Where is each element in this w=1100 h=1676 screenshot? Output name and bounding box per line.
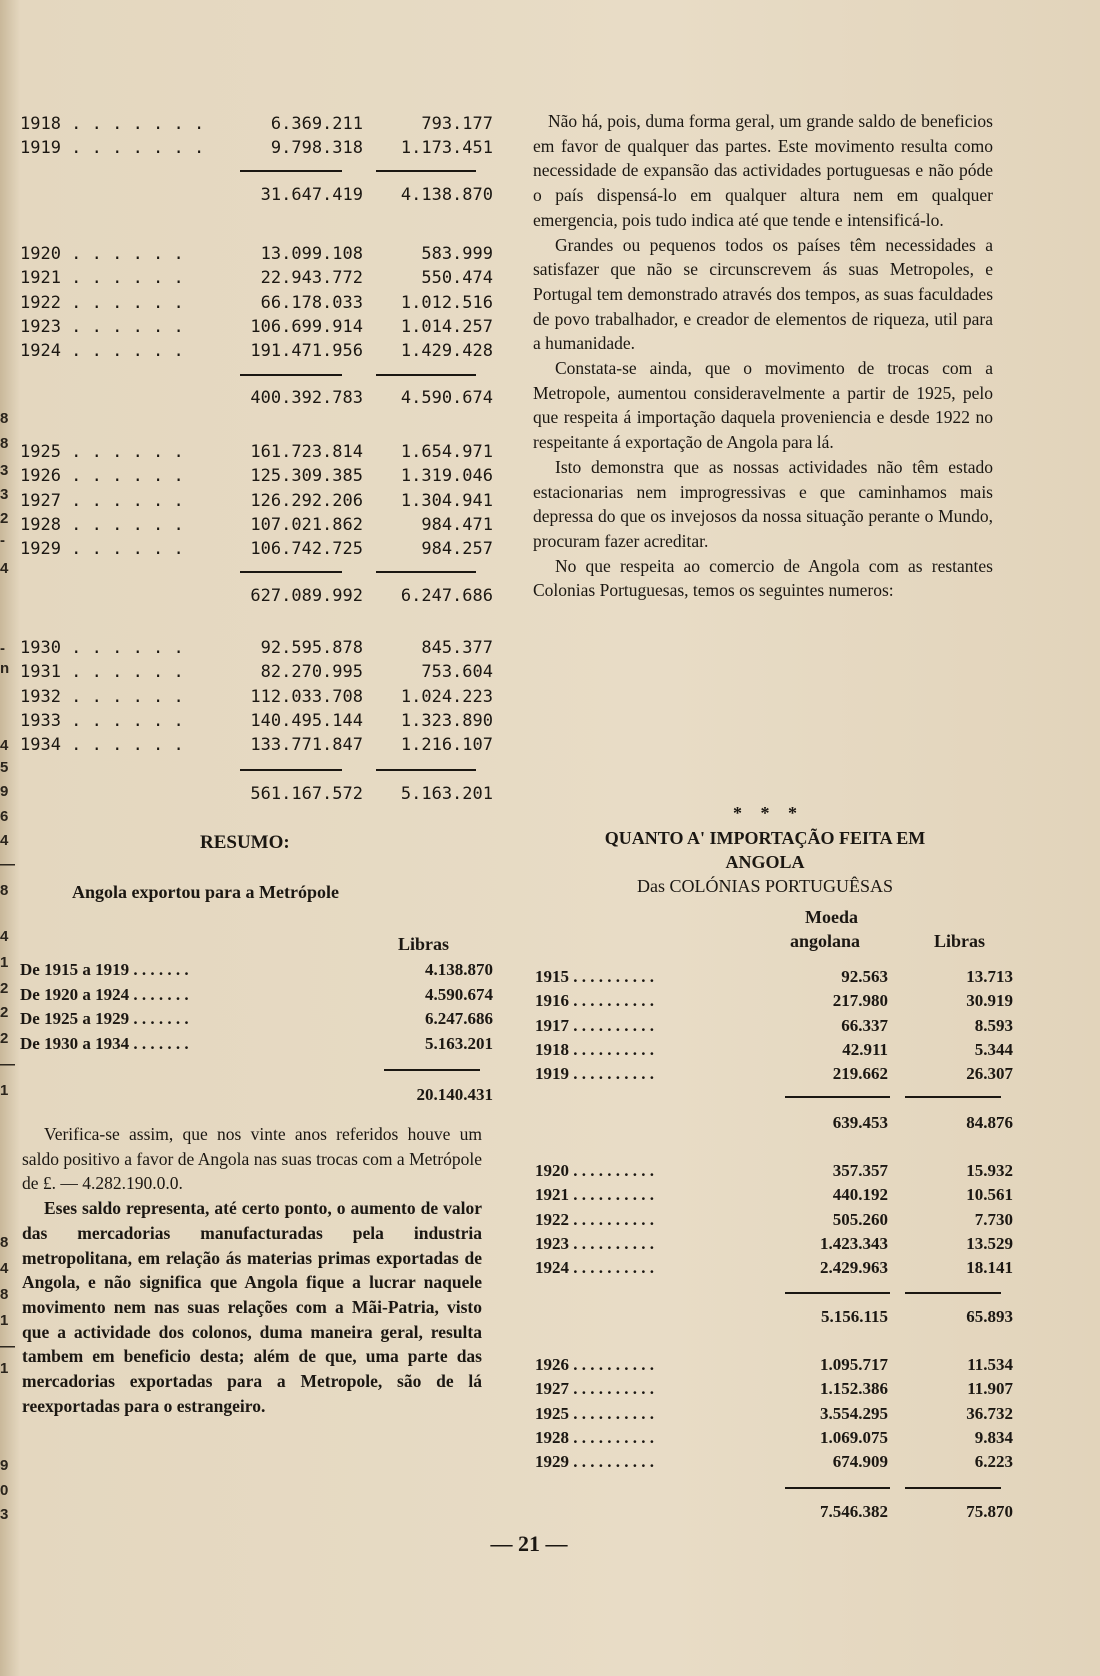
value-cell-2: 18.141: [966, 1258, 1013, 1278]
total-rule: [240, 769, 342, 771]
margin-number: 0: [0, 1482, 9, 1499]
value-cell-1: 5.156.115: [820, 1307, 888, 1326]
margin-number: 4: [0, 928, 9, 945]
row-label: 1922 . . . . . . . . . .: [535, 1209, 654, 1229]
margin-number: 4: [0, 560, 9, 577]
value-cell-1: 674.909: [832, 1452, 888, 1472]
margin-number: —: [0, 1338, 15, 1355]
value-cell-2: 13.713: [966, 967, 1013, 986]
paragraph-explicacao: Eses saldo representa, até certo ponto, o aumento de valor das mercadorias manufacturadas pela industria metropolitana, em relação ás materias primas exportadas de Angola, e não significa que Angola fique a lucrar naquele movimento nem nas suas relações com a Mãi-Patria, visto que a actividade dos colonos, duma maneira geral, resulta tambem em beneficio desta; além de que, uma parte das mercadorias exportadas para a Metropole, são de lá reexportadas para o estrangeiro.: [22, 1198, 482, 1416]
row-label: 1917 . . . . . . . . . .: [535, 1015, 654, 1035]
row-label: 1932 . . . . . .: [20, 686, 184, 707]
col-angolana-header: angolana: [790, 931, 861, 951]
row-label: 1925 . . . . . .: [20, 442, 184, 462]
row-label: 1926 . . . . . . . . . .: [535, 1355, 654, 1374]
value-cell-1: 92.595.878: [260, 638, 363, 658]
row-label: 1921 . . . . . . . . . .: [535, 1185, 654, 1205]
value-cell-1: 161.723.814: [250, 442, 363, 462]
value-cell-1: 3.554.295: [820, 1403, 888, 1423]
margin-number: n: [0, 660, 10, 677]
row-label: 1934 . . . . . .: [20, 735, 184, 756]
value-cell-2: 20.140.431: [416, 1085, 493, 1104]
value-cell-2: 10.561: [966, 1185, 1013, 1205]
value-cell-1: 1.095.717: [820, 1355, 888, 1374]
margin-number: —: [0, 856, 15, 873]
value-cell-2: 8.593: [974, 1015, 1013, 1035]
row-label: 1928 . . . . . . . . . .: [535, 1427, 654, 1447]
paragraph-saldo: Verifica-se assim, que nos vinte anos referidos houve um saldo positivo a favor de Angola nas suas trocas com a Metrópole de £. — 4.282.190.0.0.: [22, 1124, 482, 1194]
value-cell-1: 440.192: [832, 1185, 888, 1205]
total-rule: [240, 374, 342, 376]
value-cell-2: 984.471: [421, 514, 493, 535]
row-label: De 1915 a 1919 . . . . . . .: [20, 960, 189, 979]
value-cell-2: 6.247.686: [400, 586, 493, 606]
value-cell-1: 112.033.708: [250, 686, 363, 707]
value-cell-2: 11.907: [967, 1379, 1013, 1399]
row-label: 1920 . . . . . . . . . .: [535, 1161, 654, 1180]
value-cell-2: 5.344: [974, 1039, 1013, 1059]
import-title-line3: Das COLÓNIAS PORTUGUÊSAS: [637, 876, 893, 896]
value-cell-1: 400.392.783: [250, 388, 363, 408]
value-cell-2: 1.014.257: [400, 316, 493, 337]
value-cell-2: 845.377: [421, 638, 493, 658]
margin-number: 2: [0, 510, 9, 527]
paragraph-right-3: Constata-se ainda, que o movimento de trocas com a Metropole, aumentou consideravelmente a partir de 1925, pelo que respeita á importação daquela proveniencia e desde 1922 no respeitante á exportação de Angola para lá.: [533, 358, 993, 453]
row-label: 1929 . . . . . .: [20, 539, 184, 560]
total-rule: [376, 769, 476, 771]
row-label: 1916 . . . . . . . . . .: [535, 991, 654, 1011]
value-cell-2: 1.173.451: [400, 138, 493, 159]
margin-number: 4: [0, 1260, 9, 1277]
margin-number: 6: [0, 808, 9, 825]
value-cell-2: 4.590.674: [425, 984, 493, 1004]
value-cell-2: 1.216.107: [400, 735, 493, 756]
value-cell-1: 13.099.108: [260, 244, 363, 264]
value-cell-2: 5.163.201: [425, 1033, 493, 1053]
margin-number: 1: [0, 1312, 9, 1329]
value-cell-1: 9.798.318: [270, 138, 363, 159]
margin-number: 8: [0, 1286, 9, 1303]
value-cell-1: 217.980: [832, 991, 888, 1011]
row-label: 1919 . . . . . . . . . .: [535, 1064, 654, 1084]
value-cell-2: 15.932: [966, 1161, 1013, 1180]
value-cell-1: 42.911: [842, 1039, 888, 1059]
value-cell-1: 107.021.862: [250, 514, 363, 535]
margin-number: 9: [0, 783, 9, 800]
value-cell-1: 106.742.725: [250, 539, 363, 560]
value-cell-1: 1.423.343: [820, 1233, 888, 1253]
left-paragraphs: [22, 1122, 482, 1418]
row-label: 1924 . . . . . .: [20, 341, 184, 362]
row-label: 1930 . . . . . .: [20, 638, 184, 658]
value-cell-2: 984.257: [421, 539, 493, 560]
value-cell-2: 1.323.890: [400, 710, 493, 731]
value-cell-1: 505.260: [832, 1209, 888, 1229]
value-cell-1: 6.369.211: [270, 114, 363, 134]
adjacent-page-margin-numbers: [0, 0, 18, 1676]
import-title-line1: QUANTO A' IMPORTAÇÃO FEITA EM: [604, 828, 926, 848]
margin-number: -: [0, 532, 5, 549]
right-paragraphs: [533, 109, 993, 603]
margin-number: 8: [0, 882, 9, 899]
row-label: 1931 . . . . . .: [20, 662, 184, 683]
row-label: De 1920 a 1924 . . . . . . .: [20, 984, 189, 1004]
total-rule: [785, 1487, 890, 1489]
value-cell-1: 627.089.992: [250, 586, 363, 606]
value-cell-2: 11.534: [967, 1355, 1013, 1374]
total-rule: [905, 1487, 1001, 1489]
value-cell-2: 75.870: [966, 1502, 1013, 1521]
row-label: 1923 . . . . . .: [20, 316, 184, 337]
value-cell-2: 753.604: [421, 662, 493, 683]
row-label: 1933 . . . . . .: [20, 710, 184, 731]
margin-number: 3: [0, 462, 9, 479]
total-rule: [905, 1292, 1001, 1294]
margin-number: 8: [0, 1234, 9, 1251]
margin-number: 2: [0, 1030, 9, 1047]
paragraph-right-1: Não há, pois, duma forma geral, um grande saldo de beneficios em favor de qualquer das partes. Este movimento resulta como necessidade de expansão das actividades portuguesas e não póde o país dispensá-lo em qualquer altura nem em qualquer emergencia, pois tudo indica até que tende e intensificá-lo.: [533, 111, 993, 230]
total-rule: [240, 571, 342, 573]
value-cell-1: 2.429.963: [820, 1258, 888, 1278]
value-cell-2: 793.177: [421, 114, 493, 134]
col-libras-header: Libras: [934, 931, 986, 951]
margin-number: —: [0, 1056, 15, 1073]
value-cell-1: 133.771.847: [250, 735, 363, 756]
margin-number: 3: [0, 1506, 9, 1523]
resumo-subheading: Angola exportou para a Metrópole: [72, 882, 339, 902]
import-title-line2: ANGOLA: [725, 852, 805, 872]
row-label: 1928 . . . . . .: [20, 514, 184, 535]
margin-number: -: [0, 640, 5, 657]
row-label: 1925 . . . . . . . . . .: [535, 1403, 654, 1423]
margin-number: 1: [0, 954, 9, 971]
value-cell-2: 84.876: [966, 1113, 1013, 1132]
row-label: 1919 . . . . . . .: [20, 138, 205, 159]
row-label: 1927 . . . . . . . . . .: [535, 1379, 654, 1399]
value-cell-1: 31.647.419: [260, 185, 363, 205]
margin-number: 4: [0, 832, 9, 849]
value-cell-2: 550.474: [421, 268, 493, 289]
value-cell-1: 66.178.033: [260, 292, 363, 313]
total-rule: [785, 1096, 890, 1098]
value-cell-1: 1.152.386: [820, 1379, 888, 1399]
value-cell-1: 639.453: [832, 1113, 888, 1132]
page-number: — 21 —: [490, 1531, 568, 1556]
value-cell-2: 36.732: [966, 1403, 1013, 1423]
total-rule: [240, 170, 342, 172]
total-rule: [384, 1069, 480, 1071]
col-moeda-header: Moeda: [805, 907, 858, 927]
row-label: 1929 . . . . . . . . . .: [535, 1452, 654, 1472]
value-cell-2: 1.024.223: [400, 686, 493, 707]
row-label: 1926 . . . . . .: [20, 466, 184, 487]
row-label: De 1930 a 1934 . . . . . . .: [20, 1033, 189, 1053]
value-cell-2: 1.304.941: [400, 490, 493, 511]
margin-number: 1: [0, 1082, 9, 1099]
row-label: 1920 . . . . . .: [20, 244, 184, 264]
total-rule: [376, 374, 476, 376]
margin-number: 1: [0, 1360, 9, 1377]
margin-number: 2: [0, 980, 9, 997]
value-cell-1: 561.167.572: [250, 784, 363, 804]
margin-number: 8: [0, 435, 9, 452]
row-label: 1922 . . . . . .: [20, 292, 184, 313]
value-cell-2: 4.590.674: [400, 388, 493, 408]
value-cell-2: 4.138.870: [400, 185, 493, 205]
paragraph-right-5: No que respeita ao comercio de Angola com as restantes Colonias Portuguesas, temos os seguintes numeros:: [533, 555, 993, 601]
value-cell-2: 1.319.046: [400, 466, 493, 487]
margin-number: 8: [0, 410, 9, 427]
value-cell-2: 6.223: [974, 1452, 1013, 1472]
row-label: De 1925 a 1929 . . . . . . .: [20, 1009, 189, 1028]
value-cell-1: 66.337: [841, 1015, 888, 1035]
value-cell-1: 126.292.206: [250, 490, 363, 511]
value-cell-2: 5.163.201: [400, 784, 493, 804]
row-label: 1924 . . . . . . . . . .: [535, 1258, 654, 1278]
value-cell-2: 4.138.870: [425, 960, 493, 979]
value-cell-2: 6.247.686: [425, 1009, 493, 1028]
value-cell-1: 92.563: [841, 967, 888, 986]
row-label: 1927 . . . . . .: [20, 490, 184, 511]
value-cell-2: 583.999: [421, 244, 493, 264]
total-rule: [376, 170, 476, 172]
total-rule: [905, 1096, 1001, 1098]
section-stars: * * *: [733, 803, 797, 823]
value-cell-1: 219.662: [832, 1064, 888, 1084]
value-cell-1: 125.309.385: [250, 466, 363, 487]
row-label: 1921 . . . . . .: [20, 268, 184, 289]
total-rule: [376, 571, 476, 573]
value-cell-1: 191.471.956: [250, 341, 363, 362]
margin-number: 9: [0, 1457, 9, 1474]
summary-libras-header: Libras: [398, 934, 450, 954]
value-cell-2: 9.834: [974, 1427, 1013, 1447]
value-cell-2: 26.307: [966, 1064, 1013, 1084]
value-cell-2: 1.654.971: [400, 442, 493, 462]
margin-number: 2: [0, 1004, 9, 1021]
value-cell-1: 357.357: [832, 1161, 888, 1180]
value-cell-1: 22.943.772: [260, 268, 363, 289]
value-cell-1: 140.495.144: [250, 710, 363, 731]
value-cell-2: 13.529: [966, 1233, 1013, 1253]
total-rule: [785, 1292, 890, 1294]
value-cell-1: 82.270.995: [260, 662, 363, 683]
value-cell-1: 106.699.914: [250, 316, 363, 337]
value-cell-2: 1.012.516: [400, 292, 493, 313]
margin-number: 4: [0, 737, 9, 754]
row-label: 1923 . . . . . . . . . .: [535, 1233, 654, 1253]
value-cell-1: 7.546.382: [820, 1502, 888, 1521]
paragraph-right-2: Grandes ou pequenos todos os países têm necessidades a satisfazer que não se circunscrevem ás suas Metropoles, e Portugal tem demonstrado através dos tempos, as suas faculdades de povo trabalhador, e creador de elementos de riqueza, util para a humanidade.: [533, 234, 993, 354]
row-label: 1918 . . . . . . . . . .: [535, 1039, 654, 1059]
value-cell-1: 1.069.075: [820, 1427, 888, 1447]
value-cell-2: 65.893: [966, 1307, 1013, 1326]
value-cell-2: 1.429.428: [400, 341, 493, 362]
row-label: 1915 . . . . . . . . . .: [535, 967, 654, 986]
value-cell-2: 30.919: [966, 991, 1013, 1011]
paragraph-right-4: Isto demonstra que as nossas actividades não têm estado estacionarias nem improgressivas e que caminhamos mais depressa do que os invejosos da nossa situação perante o Mundo, procuram fazer acreditar.: [533, 456, 993, 551]
row-label: 1918 . . . . . . .: [20, 114, 205, 134]
resumo-heading: RESUMO:: [200, 832, 290, 853]
value-cell-2: 7.730: [974, 1209, 1013, 1229]
margin-number: 5: [0, 759, 9, 776]
margin-number: 3: [0, 486, 9, 503]
